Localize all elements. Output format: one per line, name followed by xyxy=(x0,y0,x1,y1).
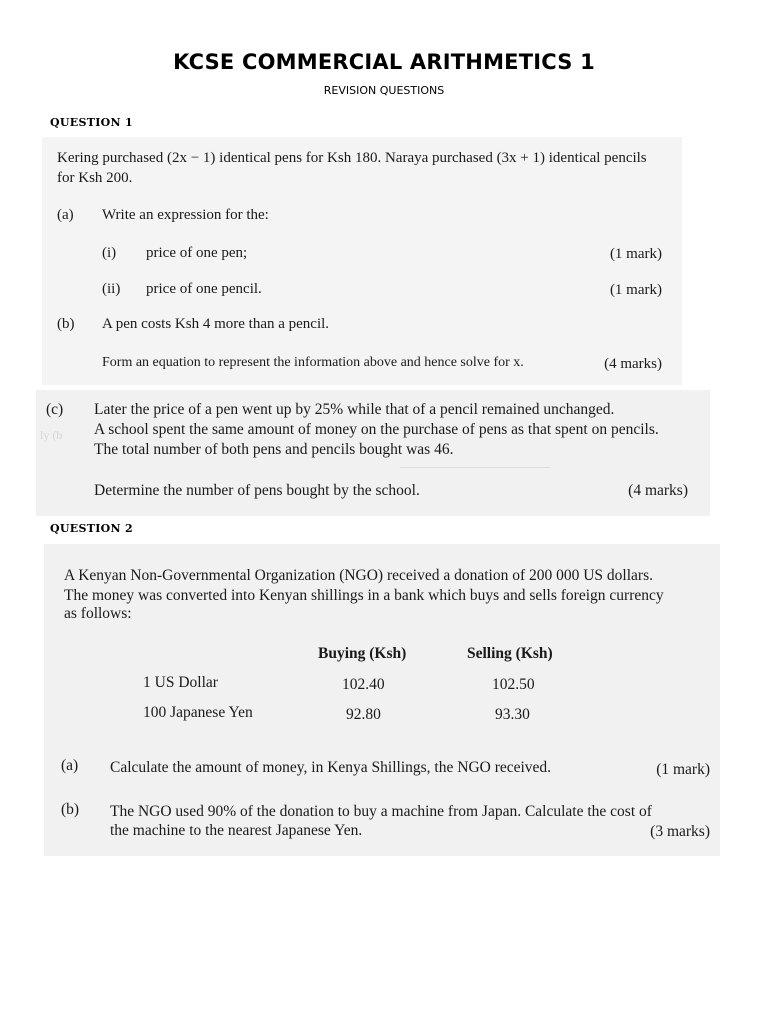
q2-intro-line-3: as follows: xyxy=(64,605,132,622)
q1-part-a-i-label: (i) xyxy=(102,245,117,261)
q1-part-c-label: (c) xyxy=(46,401,64,418)
bleed-through-text: ly (b xyxy=(40,428,63,442)
q1-part-b-marks: (4 marks) xyxy=(604,356,662,372)
q1-intro-line-1: Kering purchased (2x − 1) identical pens for Ksh 180. Naraya purchased (3x + 1) identical pencils xyxy=(57,150,647,166)
q1-part-a-text: Write an expression for the: xyxy=(102,207,269,223)
question-1-heading: QUESTION 1 xyxy=(50,116,133,129)
q1-part-a-i-text: price of one pen; xyxy=(146,245,248,261)
q1-part-c-marks: (4 marks) xyxy=(628,482,688,499)
q2-intro-line-2: The money was converted into Kenyan shillings in a bank which buys and sells foreign currency xyxy=(64,587,664,604)
q1-part-a-ii-text: price of one pencil. xyxy=(146,281,262,297)
question-1-scan-region xyxy=(42,137,682,385)
page-title: KCSE COMMERCIAL ARITHMETICS 1 xyxy=(173,50,595,74)
q1-part-c-line-3: The total number of both pens and pencils bought was 46. xyxy=(94,441,454,458)
q2-part-b-line-1: The NGO used 90% of the donation to buy a machine from Japan. Calculate the cost of xyxy=(110,803,652,820)
q2-part-a-marks: (1 mark) xyxy=(656,761,710,778)
table-cell-buy: 102.40 xyxy=(342,676,385,693)
q1-intro-line-2: for Ksh 200. xyxy=(57,170,133,186)
q1-part-b-text-2: Form an equation to represent the information above and hence solve for x. xyxy=(102,355,524,370)
table-row-label: 1 US Dollar xyxy=(143,674,218,691)
q2-intro-line-1: A Kenyan Non-Governmental Organization (NGO) received a donation of 200 000 US dollars. xyxy=(64,567,653,584)
q2-part-a-label: (a) xyxy=(61,757,79,774)
table-cell-sell: 93.30 xyxy=(495,706,530,723)
question-2-heading: QUESTION 2 xyxy=(50,522,133,535)
table-row-label: 100 Japanese Yen xyxy=(143,704,253,721)
q2-part-b-label: (b) xyxy=(61,801,80,818)
page-subtitle: REVISION QUESTIONS xyxy=(323,84,445,97)
bleed-through-text-2: _________________________ xyxy=(400,455,550,469)
q1-part-a-label: (a) xyxy=(57,207,74,223)
q1-part-b-label: (b) xyxy=(57,316,75,332)
table-cell-sell: 102.50 xyxy=(492,676,535,693)
q1-part-c-line-1: Later the price of a pen went up by 25% while that of a pencil remained unchanged. xyxy=(94,401,615,418)
q1-part-a-i-marks: (1 mark) xyxy=(609,246,662,262)
q1-part-c-line-4: Determine the number of pens bought by the school. xyxy=(94,482,420,499)
q1-part-a-ii-marks: (1 mark) xyxy=(609,282,662,298)
q1-part-b-text: A pen costs Ksh 4 more than a pencil. xyxy=(102,316,330,332)
q1-part-a-ii-label: (ii) xyxy=(102,281,121,297)
table-cell-buy: 92.80 xyxy=(346,706,381,723)
q1-part-c-line-2: A school spent the same amount of money on the purchase of pens as that spent on pencils. xyxy=(94,421,659,438)
table-header-buying: Buying (Ksh) xyxy=(318,645,407,662)
q2-part-b-marks: (3 marks) xyxy=(650,823,710,840)
q2-part-b-line-2: the machine to the nearest Japanese Yen. xyxy=(110,822,363,839)
q2-part-a-text: Calculate the amount of money, in Kenya Shillings, the NGO received. xyxy=(110,759,552,776)
table-header-selling: Selling (Ksh) xyxy=(467,645,553,662)
